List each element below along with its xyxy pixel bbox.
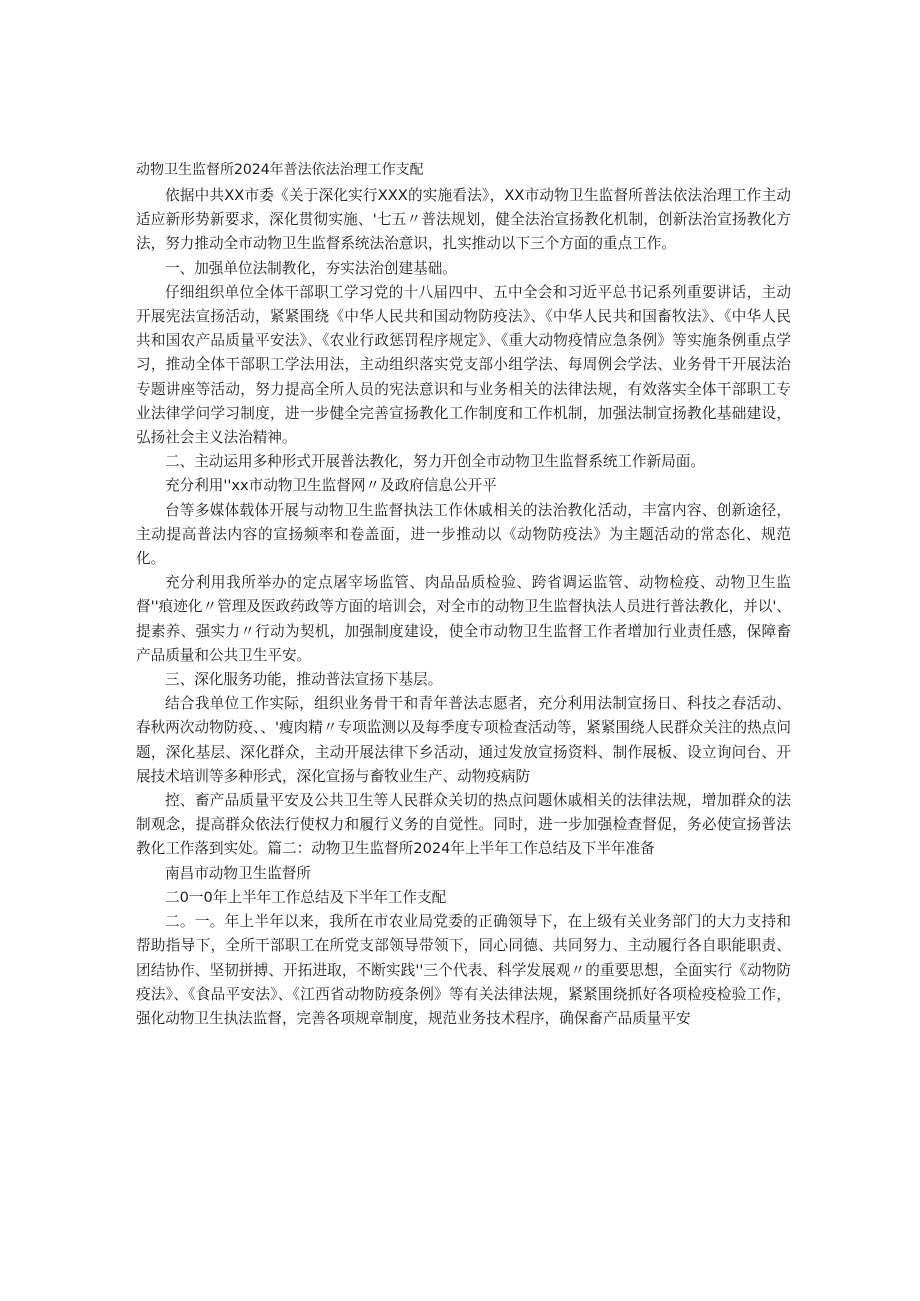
paragraph-section-1: 仔细组织单位全体干部职工学习党的十八届四中、五中全会和习近平总书记系列重要讲话，主动开展宪法宣扬活动，紧紧围绕《中华人民共和国动物防疫法》、《中华人民共和国畜牧法》、《中华人民共和国农产品质量平安法》、《农业行政惩罚程序规定》、《重大动物疫情应急条例》等实施条例重点学习，推动全体干部职工学法用法，主动组织落实党支部小组学法、每周例会学法、业务骨干开展法治专题讲座等活动，努力提高全所人员的宪法意识和与业务相关的法律法规，有效落实全体干部职工专业法律学问学习制度，进一步健全完善宣扬教化工作制度和工作机制，加强法制宣扬教化基础建设，弘扬社会主义法治精神。 <box>136 283 791 447</box>
paragraph-section-3b: 控、畜产品质量平安及公共卫生等人民群众关切的热点问题休戚相关的法律法规，增加群众的法制观念，提高群众依法行使权力和履行义务的自觉性。同时，进一步加强检查督促，务必使宣扬普法教化工作落到实处。篇二：动物卫生监督所2024年上半年工作总结及下半年准备 <box>136 792 791 858</box>
paragraph-report-intro: 二。一。年上半年以来，我所在市农业局党委的正确领导下，在上级有关业务部门的大力支持和帮助指导下，全所干部职工在所党支部领导带领下，同心同德、共同努力、主动履行各自职能职责、团结协作、坚韧拼搏、开拓进取，不断实践''三个代表、科学发展观〃的重要思想，全面实行《动物防疫法》、《食品平安法》、《江西省动物防疫条例》等有关法律法规，紧紧围绕抓好各项检疫检验工作，强化动物卫生执法监督，完善各项规章制度，规范业务技术程序，确保畜产品质量平安 <box>136 913 791 1027</box>
document-page <box>136 160 791 1031</box>
paragraph-intro: 依据中共XX市委《关于深化实行XXX的实施看法》，XX市动物卫生监督所普法依法治理工作主动适应新形势新要求，深化贯彻实施、'七五〃普法规划，健全法治宣扬教化机制，创新法治宣扬教化方法，努力推动全市动物卫生监督系统法治意识，扎实推动以下三个方面的重点工作。 <box>136 187 791 253</box>
org-name: 南昌市动物卫生监督所 <box>165 864 311 882</box>
paragraph-section-2c: 充分利用我所举办的定点屠宰场监管、肉品品质检验、跨省调运监管、动物检疫、动物卫生监督''痕迹化〃管理及医政药政等方面的培训会，对全市的动物卫生监督执法人员进行普法教化，并以'、提素养、强实力〃行动为契机，加强制度建设，使全市动物卫生监督工作者增加行业责任感，保障畜产品质量和公共卫生平安。 <box>136 574 791 664</box>
section-heading-1: 一、加强单位法制教化，夯实法治创建基础。 <box>165 259 457 277</box>
section-heading-2: 二、主动运用多种形式开展普法教化，努力开创全市动物卫生监督系统工作新局面。 <box>165 453 705 471</box>
paragraph-section-2b: 台等多媒体载体开展与动物卫生监督执法工作休戚相关的法治教化活动，丰富内容、创新途径，主动提高普法内容的宣扬频率和卷盖面，进一步推动以《动物防疫法》为主题活动的常态化、规范化。 <box>136 501 791 568</box>
paragraph-section-3a: 结合我单位工作实际，组织业务骨干和青年普法志愿者，充分利用法制宣扬日、科技之春活动、春秋两次动物防疫、、'瘦肉精〃专项监测以及每季度专项检查活动等，紧紧围绕人民群众关注的热点问题，深化基层、深化群众，主动开展法律下乡活动，通过发放宣扬资料、制作展板、设立询问台、开展技术培训等多种形式，深化宣扬与畜牧业生产、动物疫病防 <box>136 695 791 785</box>
section-heading-3: 三、深化服务功能，推动普法宣扬下基层。 <box>165 671 443 689</box>
paragraph-section-2a: 充分利用''xx市动物卫生监督网〃及政府信息公开平 <box>165 477 497 495</box>
document-title: 动物卫生监督所2024年普法依法治理工作支配 <box>136 162 424 178</box>
report-title: 二0一0年上半年工作总结及下半年工作支配 <box>165 888 447 906</box>
